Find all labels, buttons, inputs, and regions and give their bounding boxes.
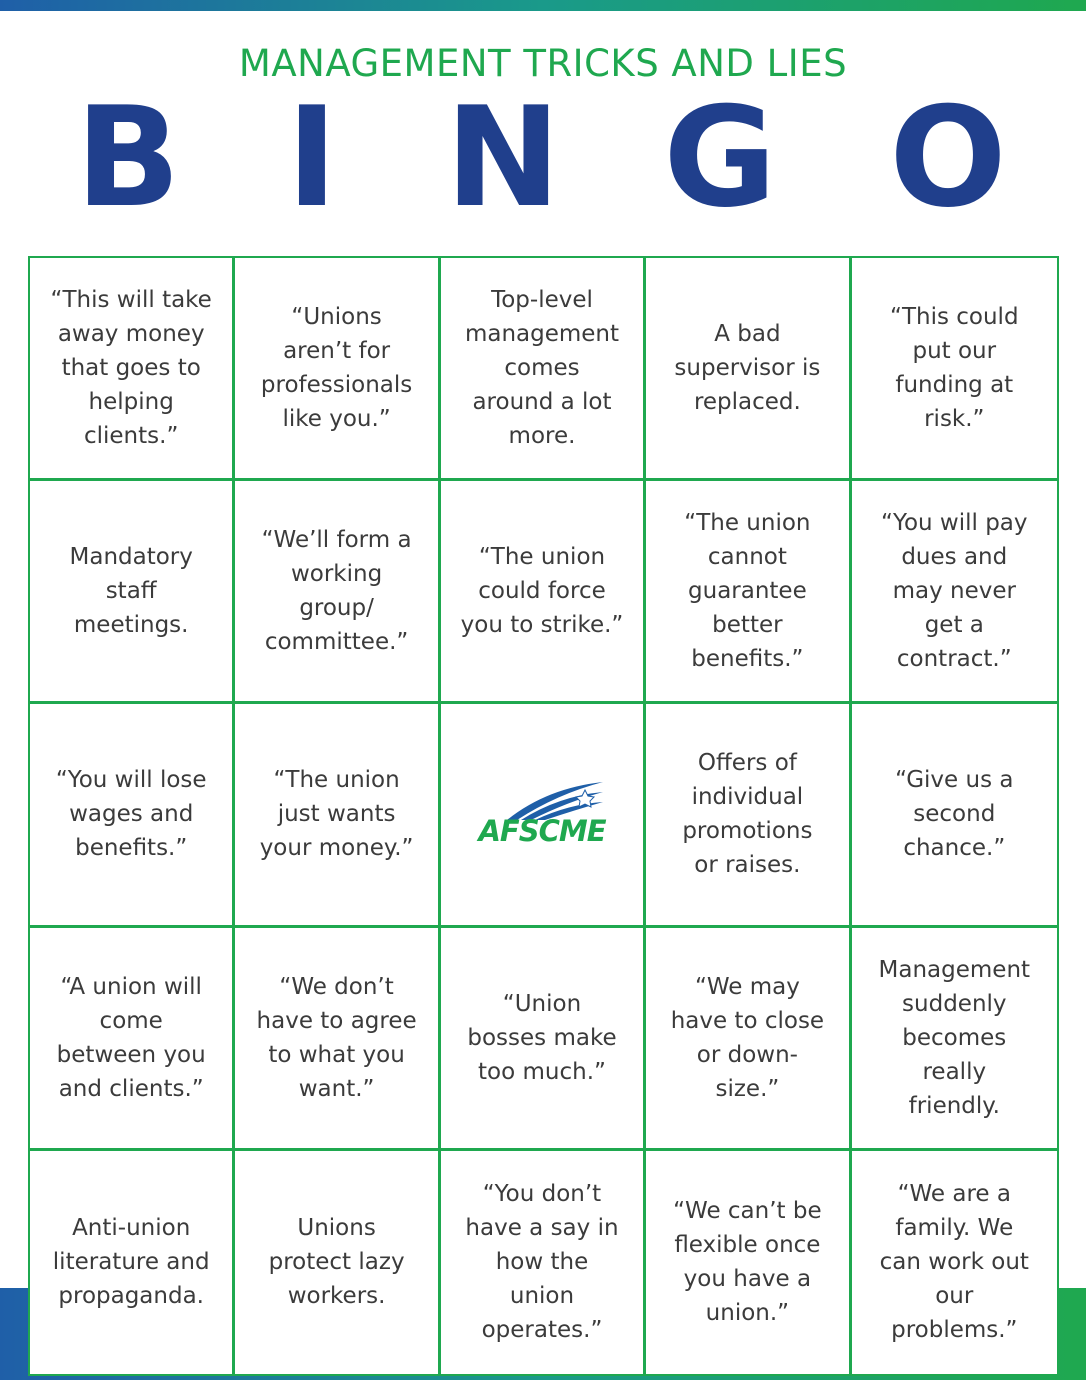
square-text: “You don’t have a say in how the union operates.” <box>465 1181 619 1344</box>
bingo-square[interactable] <box>235 481 440 704</box>
bingo-square[interactable] <box>646 928 851 1151</box>
square-text: “We don’t have to agree to what you want.” <box>256 973 417 1102</box>
bingo-square[interactable] <box>235 704 440 927</box>
square-text: “This could put our funding at risk.” <box>890 304 1019 433</box>
bingo-square[interactable] <box>646 481 851 704</box>
square-text: Top-level management comes around a lot more. <box>464 287 620 450</box>
afscme-logo <box>477 780 607 848</box>
bingo-letter-o: O <box>889 77 1007 238</box>
bingo-square[interactable] <box>235 1151 440 1374</box>
bingo-square[interactable] <box>852 481 1057 704</box>
square-text: “You will pay dues and may never get a contract.” <box>881 510 1028 673</box>
bingo-square[interactable] <box>441 1151 646 1374</box>
bingo-square[interactable] <box>852 704 1057 927</box>
square-text: Mandatory staff meetings. <box>69 544 193 639</box>
square-text: “This will take away money that goes to helping clients.” <box>50 287 212 450</box>
square-text: “The union cannot guarantee better benefits.” <box>684 510 811 673</box>
bingo-letter-g: G <box>663 77 777 238</box>
bingo-square[interactable] <box>852 258 1057 481</box>
bingo-square[interactable] <box>646 1151 851 1374</box>
free-space[interactable] <box>441 704 646 927</box>
bingo-square[interactable] <box>646 258 851 481</box>
square-text: “Give us a second chance.” <box>895 767 1014 862</box>
square-text: “We are a family. We can work out our problems.” <box>879 1181 1029 1344</box>
square-text: “We may have to close or down- size.” <box>670 973 825 1102</box>
bingo-letter-b: B <box>75 77 181 238</box>
page-subtitle: MANAGEMENT TRICKS AND LIES <box>238 42 848 85</box>
bingo-square[interactable] <box>235 928 440 1151</box>
bingo-square[interactable] <box>441 928 646 1151</box>
square-text: “We’ll form a working group/ committee.” <box>261 527 412 656</box>
square-text: Management suddenly becomes really friendly. <box>878 956 1031 1119</box>
afscme-logo-text: AFSCME <box>478 814 606 849</box>
bingo-square[interactable] <box>441 258 646 481</box>
square-text: “The union could force you to strike.” <box>460 544 624 639</box>
square-text: “Unions aren’t for professionals like you.” <box>260 304 413 433</box>
bingo-letter-n: N <box>445 77 561 238</box>
bingo-square[interactable] <box>30 1151 235 1374</box>
bingo-square[interactable] <box>30 258 235 481</box>
bingo-square[interactable] <box>852 928 1057 1151</box>
top-accent-bar <box>0 0 1086 11</box>
bingo-square[interactable] <box>30 481 235 704</box>
square-text: A bad supervisor is replaced. <box>674 321 821 416</box>
square-text: Offers of individual promotions or raises. <box>682 750 813 879</box>
square-text: Anti-union literature and propaganda. <box>52 1215 210 1310</box>
bingo-square[interactable] <box>852 1151 1057 1374</box>
bingo-square[interactable] <box>235 258 440 481</box>
bingo-square[interactable] <box>30 928 235 1151</box>
bingo-square[interactable] <box>441 481 646 704</box>
bingo-letter-i: I <box>286 77 338 238</box>
square-text: “We can’t be flexible once you have a union.” <box>673 1198 822 1327</box>
square-text: Unions protect lazy workers. <box>268 1215 405 1310</box>
square-text: “The union just wants your money.” <box>259 767 414 862</box>
square-text: “A union will come between you and clients.” <box>56 973 206 1102</box>
square-text: “You will lose wages and benefits.” <box>55 767 207 862</box>
bingo-card <box>28 256 1059 1376</box>
bingo-square[interactable] <box>30 704 235 927</box>
bingo-square[interactable] <box>646 704 851 927</box>
square-text: “Union bosses make too much.” <box>467 990 617 1085</box>
